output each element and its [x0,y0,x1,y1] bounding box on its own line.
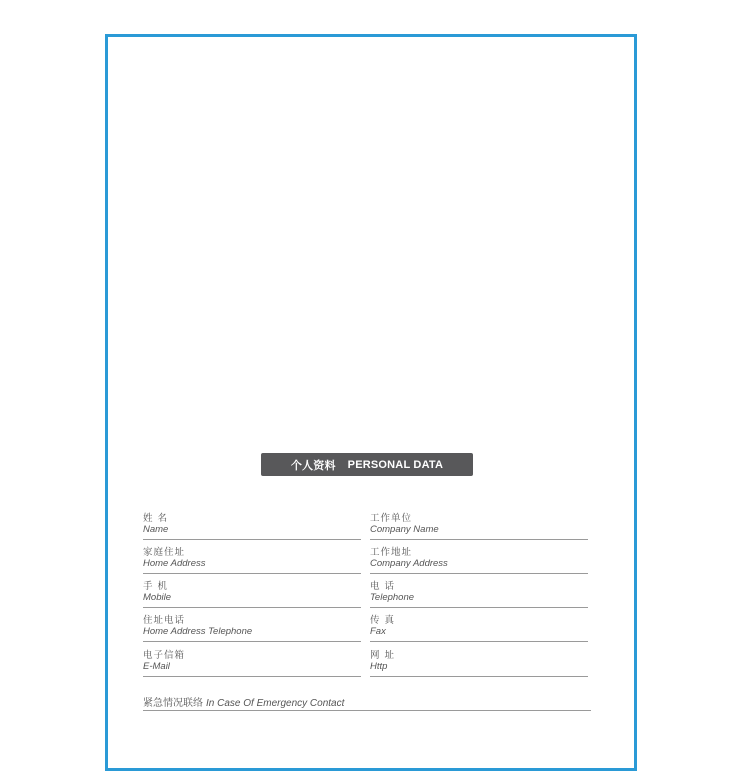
home-telephone-label-cn: 住址电话 [143,615,186,626]
home-address-label-en: Home Address [143,558,206,569]
telephone-field[interactable] [370,581,588,608]
company-name-field[interactable] [370,513,588,540]
mobile-label-cn: 手 机 [143,581,169,592]
section-title-bar [261,453,473,476]
company-name-label-en: Company Name [370,524,439,535]
company-address-field[interactable] [370,547,588,574]
http-label-en: Http [370,661,388,672]
email-label-en: E-Mail [143,661,170,672]
home-telephone-field[interactable] [143,615,361,642]
mobile-field[interactable] [143,581,361,608]
section-title-cn: 个人资料 [290,459,336,472]
emergency-label-en: In Case Of Emergency Contact [206,698,345,709]
home-telephone-label-en: Home Address Telephone [143,626,253,637]
home-address-label-cn: 家庭住址 [143,547,186,558]
telephone-label-en: Telephone [370,592,415,603]
email-field[interactable] [143,650,361,677]
name-field[interactable] [143,513,361,540]
fax-label-en: Fax [370,626,386,637]
fax-label-cn: 传 真 [370,615,396,626]
telephone-label-cn: 电 话 [370,581,396,592]
mobile-label-en: Mobile [143,592,171,603]
fax-field[interactable] [370,615,588,642]
name-label-cn: 姓 名 [143,513,169,524]
company-name-label-cn: 工作单位 [370,513,413,524]
email-label-cn: 电子信箱 [143,650,186,661]
home-address-field[interactable] [143,547,361,574]
section-title-en: PERSONAL DATA [347,458,444,471]
company-address-label-en: Company Address [370,558,448,569]
company-address-label-cn: 工作地址 [370,547,413,558]
emergency-label-cn: 紧急情况联络 [143,698,203,709]
name-label-en: Name [143,524,169,535]
http-label-cn: 网 址 [370,650,396,661]
emergency-contact-field[interactable] [143,694,591,711]
http-field[interactable] [370,650,588,677]
